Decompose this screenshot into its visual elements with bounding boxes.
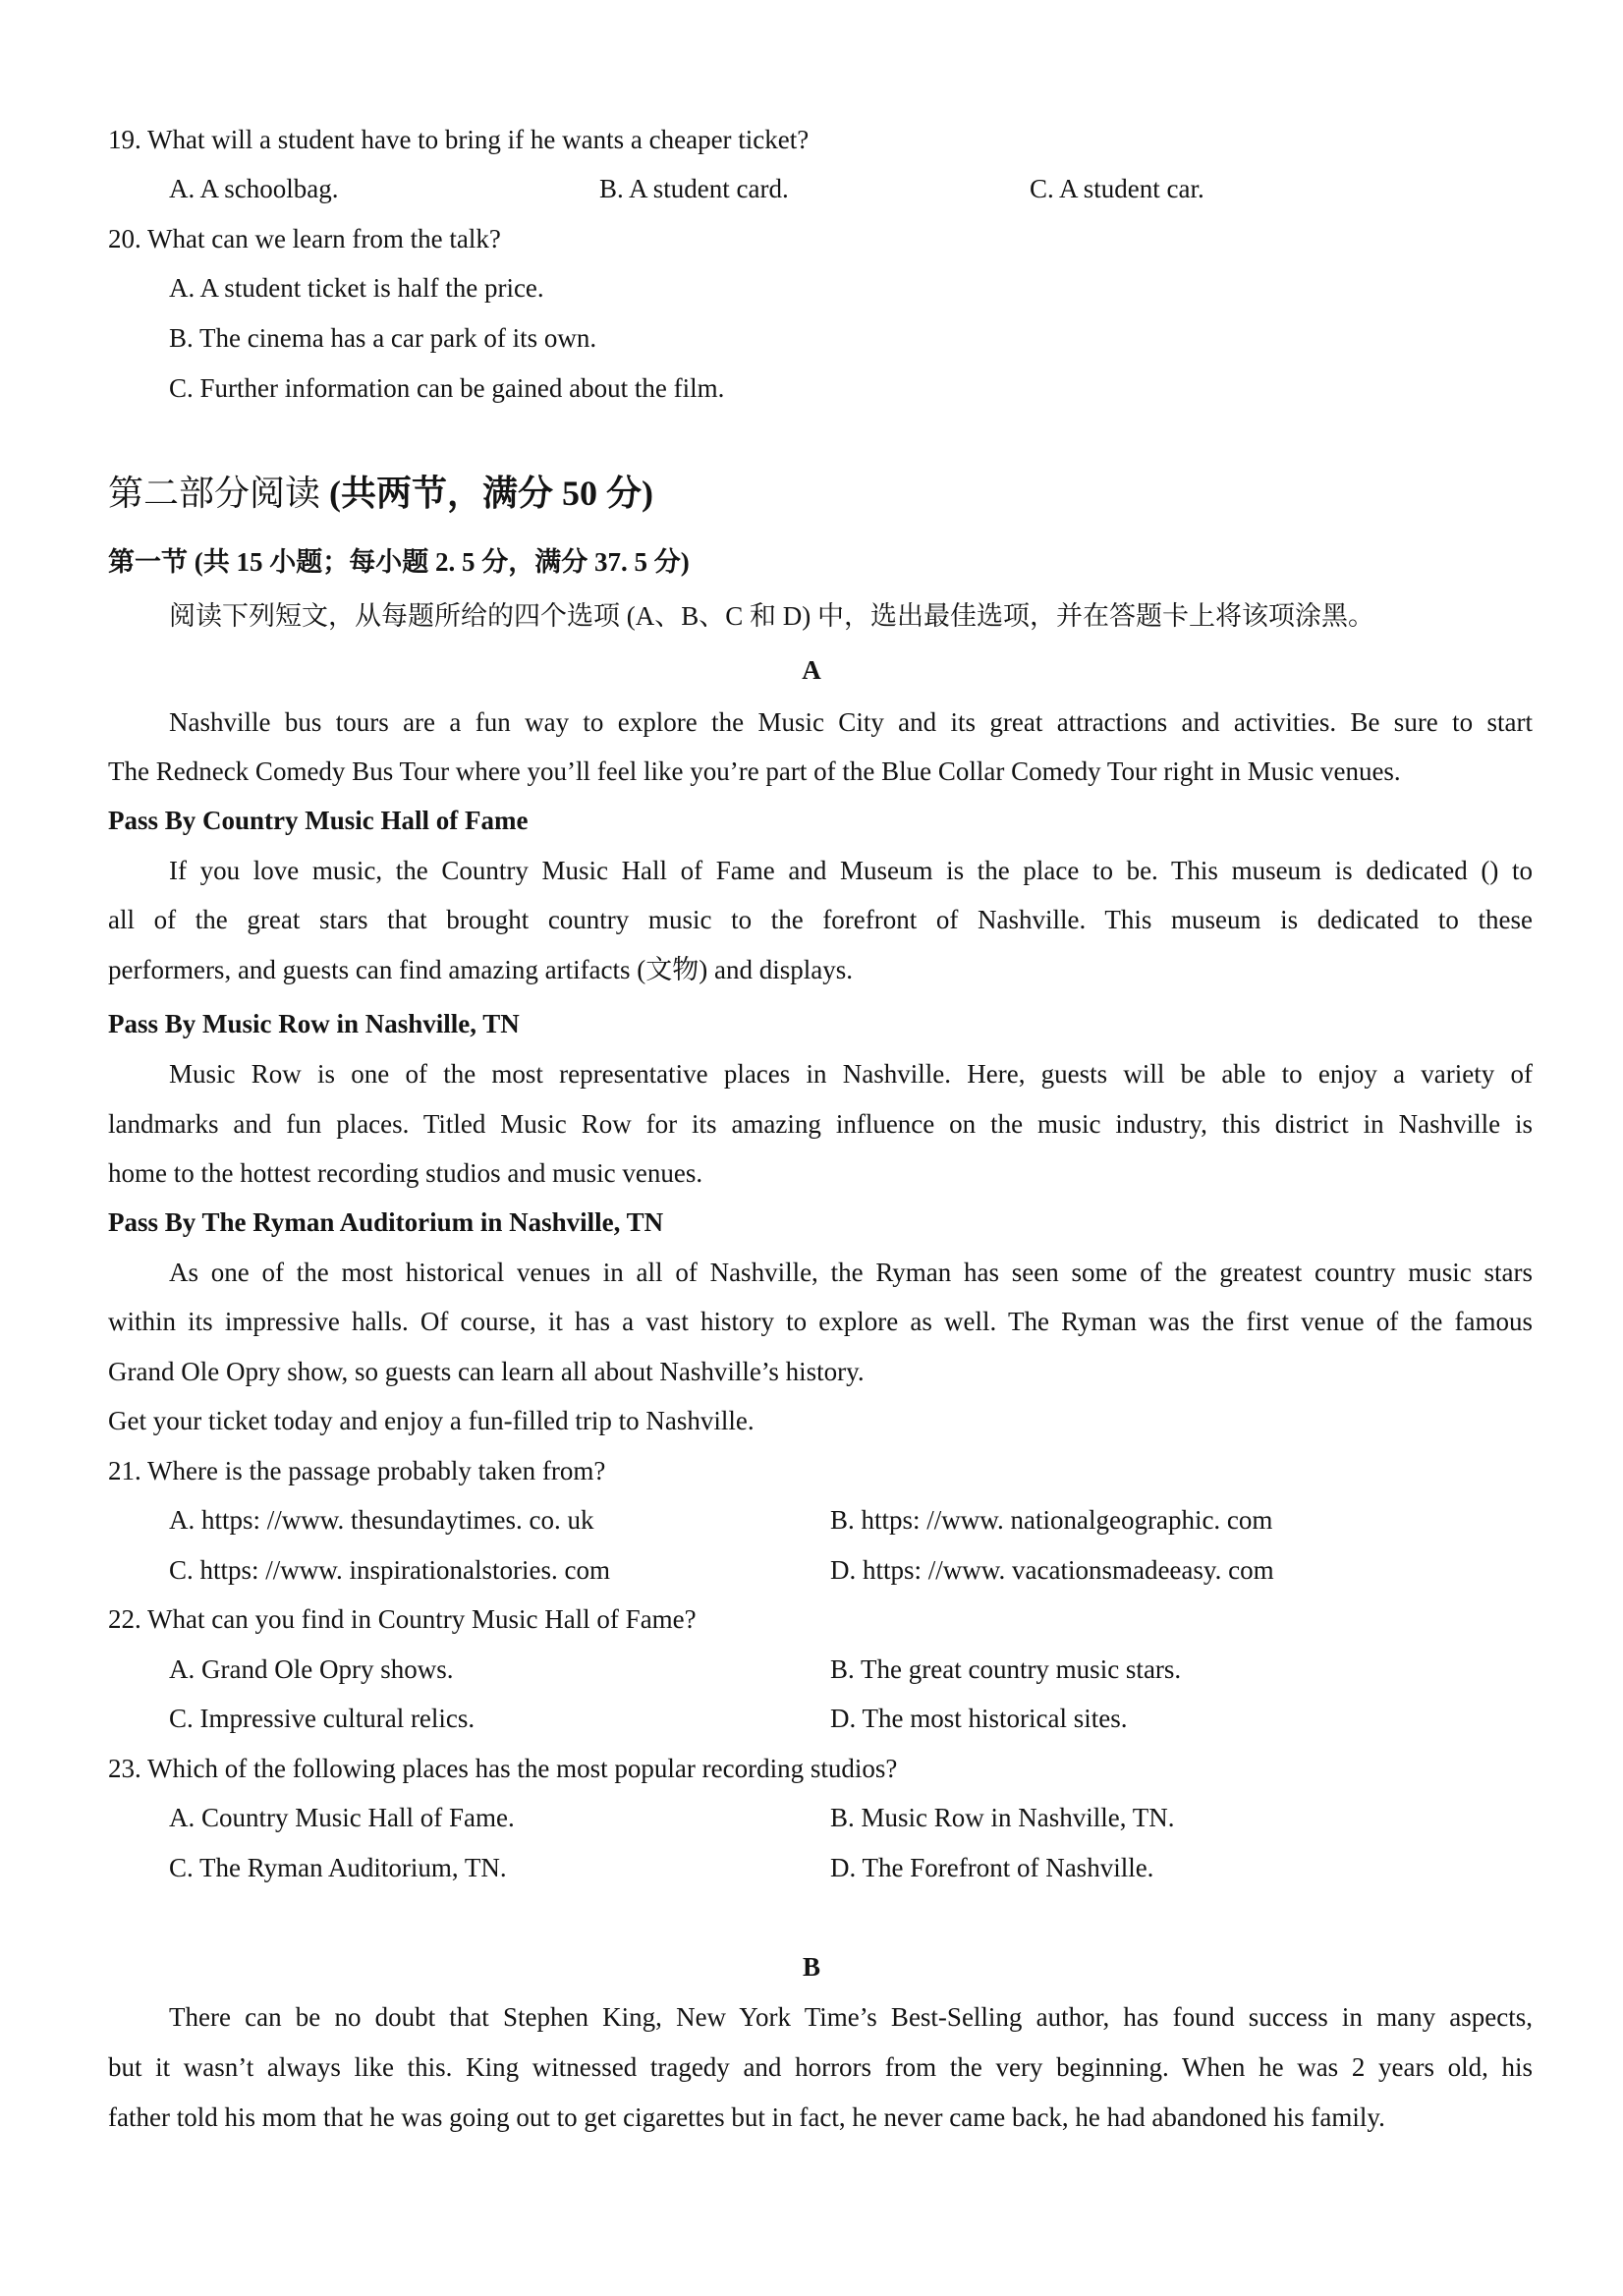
passage-a-p4-line1: As one of the most historical venues in all of Nashville, the Ryman has seen some of the greatest country music stars [169, 1258, 1533, 1287]
reading-instruction: 阅读下列短文，从每题所给的四个选项 (A、B、C 和 D) 中，选出最佳选项，并在答题卡上将该项涂黑。 [169, 601, 1374, 631]
q19-option-a: A. A schoolbag. [169, 174, 339, 203]
q22-option-d: D. The most historical sites. [830, 1704, 1128, 1733]
q21-option-b: B. https: //www. nationalgeographic. com [830, 1505, 1273, 1535]
passage-a-p3-line1: Music Row is one of the most representative places in Nashville. Here, guests will be able to enjoy a variety of [169, 1059, 1533, 1089]
heading-ryman: Pass By The Ryman Auditorium in Nashville, TN [108, 1207, 664, 1237]
part-two-title-cn: 第二部分阅读 [108, 474, 330, 513]
q19-option-c: C. A student car. [1030, 174, 1204, 203]
q21-option-d: D. https: //www. vacationsmadeeasy. com [830, 1555, 1274, 1585]
passage-a-p4-line3: Grand Ole Opry show, so guests can learn all about Nashville’s history. [108, 1357, 865, 1386]
passage-a-label: A [802, 655, 821, 685]
q19-option-b: B. A student card. [599, 174, 789, 203]
q23-option-d: D. The Forefront of Nashville. [830, 1853, 1154, 1882]
passage-a-p2-line2: all of the great stars that brought country music to the forefront of Nashville. This museum is dedicated to these [108, 905, 1533, 934]
q20-option-b: B. The cinema has a car park of its own. [169, 323, 597, 353]
q22-option-c: C. Impressive cultural relics. [169, 1704, 476, 1733]
q22-option-a: A. Grand Ole Opry shows. [169, 1654, 454, 1684]
passage-b-label: B [802, 1952, 820, 1982]
passage-b-p1-line3: father told his mom that he was going out to get cigarettes but in fact, he never came back, he had abandoned his family. [108, 2102, 1385, 2132]
passage-a-p2-line1: If you love music, the Country Music Hall of Fame and Museum is the place to be. This museum is dedicated () to [169, 856, 1533, 885]
q23-option-a: A. Country Music Hall of Fame. [169, 1803, 515, 1832]
q22-option-b: B. The great country music stars. [830, 1654, 1182, 1684]
part-two-title-score: (共两节，满分 50 分) [329, 474, 653, 513]
question-23-stem: 23. Which of the following places has the most popular recording studios? [108, 1754, 898, 1783]
passage-a-p2-line3: performers, and guests can find amazing artifacts (文物) and displays. [108, 955, 854, 984]
q20-option-a: A. A student ticket is half the price. [169, 273, 544, 303]
section-one-title: 第一节 (共 15 小题；每小题 2. 5 分，满分 37. 5 分) [108, 547, 690, 577]
question-19-stem: 19. What will a student have to bring if he wants a cheaper ticket? [108, 125, 810, 154]
heading-hall-of-fame: Pass By Country Music Hall of Fame [108, 806, 529, 835]
q20-option-c: C. Further information can be gained about the film. [169, 373, 725, 403]
q21-option-c: C. https: //www. inspirationalstories. com [169, 1555, 610, 1585]
passage-a-p3-line2: landmarks and fun places. Titled Music Row for its amazing influence on the music industry, this district in Nashville is [108, 1109, 1533, 1139]
passage-a-closing: Get your ticket today and enjoy a fun-filled trip to Nashville. [108, 1406, 755, 1435]
question-20-stem: 20. What can we learn from the talk? [108, 224, 501, 253]
q23-option-b: B. Music Row in Nashville, TN. [830, 1803, 1175, 1832]
passage-a-p1-line2: The Redneck Comedy Bus Tour where you’ll feel like you’re part of the Blue Collar Comedy Tour right in Music venues. [108, 756, 1401, 786]
passage-b-p1-line2: but it wasn’t always like this. King witnessed tragedy and horrors from the very beginning. When he was 2 years old, his [108, 2052, 1533, 2082]
question-22-stem: 22. What can you find in Country Music Hall of Fame? [108, 1604, 697, 1634]
passage-a-p3-line3: home to the hottest recording studios and music venues. [108, 1158, 703, 1188]
part-two-title [108, 472, 653, 515]
passage-b-p1-line1: There can be no doubt that Stephen King, New York Time’s Best-Selling author, has found success in many aspects, [169, 2002, 1533, 2032]
passage-a-p1-line1: Nashville bus tours are a fun way to explore the Music City and its great attractions and activities. Be sure to start [169, 707, 1533, 737]
q23-option-c: C. The Ryman Auditorium, TN. [169, 1853, 507, 1882]
question-21-stem: 21. Where is the passage probably taken from? [108, 1456, 606, 1485]
passage-a-p4-line2: within its impressive halls. Of course, it has a vast history to explore as well. The Ryman was the first venue of the famous [108, 1307, 1533, 1336]
heading-music-row: Pass By Music Row in Nashville, TN [108, 1009, 520, 1038]
q21-option-a: A. https: //www. thesundaytimes. co. uk [169, 1505, 594, 1535]
